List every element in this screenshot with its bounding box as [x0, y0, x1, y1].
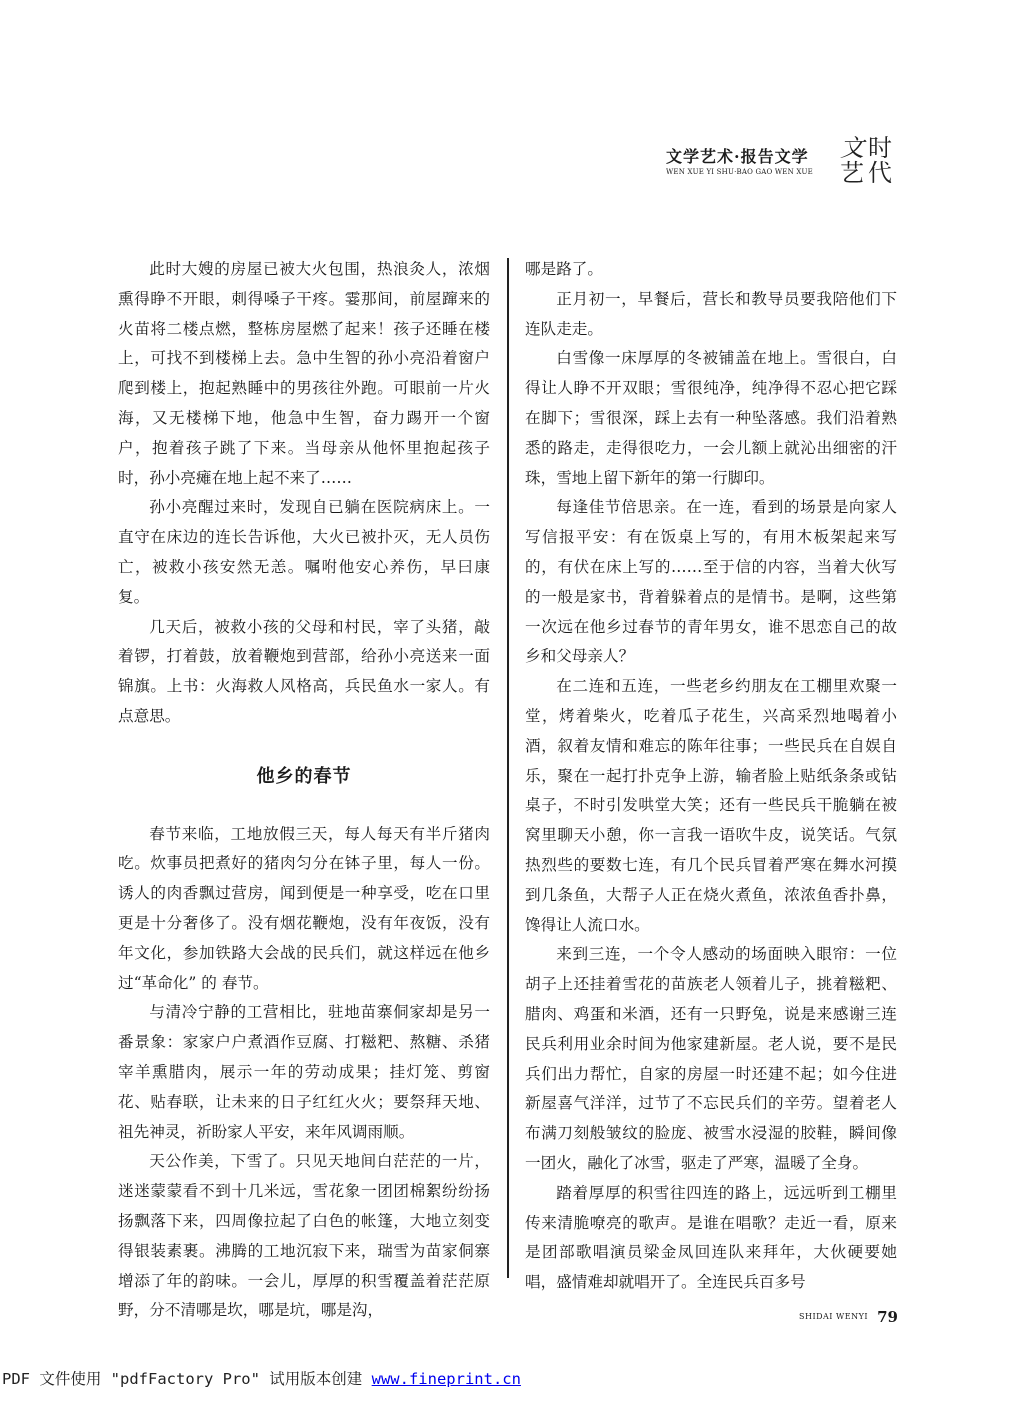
paragraph: 孙小亮醒过来时，发现自已躺在医院病床上。一直守在床边的连长告诉他，大火已被扑灭，无人员伤亡，被救小孩安然无恙。嘱咐他安心养伤，早曰康复。 — [118, 498, 490, 606]
page-footer — [799, 1306, 898, 1326]
magazine-name: SHIDAI WENYI — [799, 1312, 869, 1321]
paragraph: 白雪像一床厚厚的冬被铺盖在地上。雪很白，白得让人睁不开双眼；雪很纯净，纯净得不忍心把它踩在脚下；雪很深，踩上去有一种坠落感。我们沿着熟悉的路走，走得很吃力，一会儿额上就沁出细密的汗珠，雪地上留下新年的第一行脚印。 — [525, 349, 897, 487]
logo-char: 时 — [868, 134, 892, 162]
column-divider — [507, 258, 509, 1278]
paragraph: 天公作美，下雪了。只见天地间白茫茫的一片，迷迷蒙蒙看不到十几米远，雪花象一团团棉絮纷纷扬扬飘落下来，四周像拉起了白色的帐篷，大地立刻变得银装素裹。沸腾的工地沉寂下来，瑞雪为苗家侗寨增添了年的韵味。一会儿，厚厚的积雪覆盖着茫茫原野，分不清哪是坎，哪是坑，哪是沟， — [118, 1152, 490, 1320]
logo-char: 艺 — [840, 159, 864, 187]
logo-char: 代 — [868, 159, 892, 187]
article-title: 他乡的春节 — [256, 765, 352, 787]
paragraph-continuation: 哪是路了。 — [525, 260, 603, 278]
watermark-text: PDF 文件使用 "pdfFactory Pro" 试用版本创建 — [2, 1370, 372, 1388]
paragraph: 此时大嫂的房屋已被大火包围，热浪灸人，浓烟熏得睁不开眼，刺得嗓子干疼。霎那间，前屋蹿来的火苗将二楼点燃，整栋房屋燃了起来！孩子还睡在楼上，可找不到楼梯上去。急中生智的孙小亮沿着窗户爬到楼上，抱起熟睡中的男孩往外跑。可眼前一片火海，又无楼梯下地，他急中生智，奋力踢开一个窗户，抱着孩子跳了下来。当母亲从他怀里抱起孩子时，孙小亮瘫在地上起不来了…… — [118, 260, 490, 487]
pdf-watermark — [2, 1367, 521, 1389]
watermark-link[interactable]: www.fineprint.cn — [371, 1370, 521, 1388]
paragraph: 春节来临，工地放假三天，每人每天有半斤猪肉吃。炊事员把煮好的猪肉匀分在钵子里，每人一份。诱人的肉香飘过营房，闻到便是一种享受，吃在口里更是十分奢侈了。没有烟花鞭炮，没有年夜饭，没有年文化，参加铁路大会战的民兵们，就这样远在他乡过“革命化” 的 春节。 — [118, 824, 490, 992]
logo-char: 文 — [840, 134, 864, 162]
paragraph: 与清冷宁静的工营相比，驻地苗寨侗家却是另一番景象：家家户户煮酒作豆腐、打糍粑、熬糖、杀猪宰羊熏腊肉，展示一年的劳动成果；挂灯笼、剪窗花、贴春联，让未来的日子红红火火；要祭拜天地、祖先神灵，祈盼家人平安，来年风调雨顺。 — [118, 1003, 490, 1141]
section-title: 文学艺术·报告文学 — [666, 147, 809, 166]
paragraph: 踏着厚厚的积雪往四连的路上，远远听到工棚里传来清脆嘹亮的歌声。是谁在唱歌？走近一看，原来是团部歌唱演员梁金凤回连队来拜年，大伙硬要她唱，盛情难却就唱开了。全连民兵百多号 — [525, 1183, 897, 1292]
paragraph: 几天后，被救小孩的父母和村民，宰了头猪，敲着锣，打着鼓，放着鞭炮到营部，给孙小亮送来一面锦旗。上书：火海救人风格高，兵民鱼水一家人。有点意思。 — [118, 617, 490, 725]
page-number: 79 — [877, 1307, 898, 1326]
magazine-logo — [838, 136, 900, 186]
left-column — [118, 255, 490, 1326]
paragraph: 在二连和五连，一些老乡约朋友在工棚里欢聚一堂，烤着柴火，吃着瓜子花生，兴高采烈地喝着小酒，叙着友情和难忘的陈年往事；一些民兵在自娱自乐，聚在一起打扑克争上游，输者脸上贴纸条条或钻桌子，不时引发哄堂大笑；还有一些民兵干脆躺在被窝里聊天小憩，你一言我一语吹牛皮，说笑话。气氛热烈些的要数七连，有几个民兵冒着严寒在舞水河摸到几条鱼，大帮子人正在烧火煮鱼，浓浓鱼香扑鼻，馋得让人流口水。 — [525, 677, 897, 934]
section-pinyin: WEN XUE YI SHU·BAO GAO WEN XUE — [666, 168, 813, 176]
paragraph: 来到三连，一个令人感动的场面映入眼帘：一位胡子上还挂着雪花的苗族老人领着儿子，挑着糍粑、腊肉、鸡蛋和米酒，还有一只野兔，说是来感谢三连民兵利用业余时间为他家建新屋。老人说，要不是民兵们出力帮忙，自家的房屋一时还建不起；如今住进新屋喜气洋洋，过节了不忘民兵们的辛劳。望着老人布满刀刻般皱纹的脸庞、被雪水浸湿的胶鞋，瞬间像一团火，融化了冰雪，驱走了严寒，温暖了全身。 — [525, 945, 897, 1172]
paragraph: 正月初一，早餐后，营长和教导员要我陪他们下连队走走。 — [525, 289, 897, 338]
right-column — [525, 255, 897, 1298]
section-header — [666, 136, 906, 186]
paragraph: 每逢佳节倍思亲。在一连，看到的场景是向家人写信报平安：有在饭桌上写的，有用木板架起来写的，有伏在床上写的……至于信的内容，当着大伙写的一般是家书，背着躲着点的是情书。是啊，这些第一次远在他乡过春节的青年男女，谁不思恋自己的故乡和父母亲人？ — [525, 498, 897, 666]
